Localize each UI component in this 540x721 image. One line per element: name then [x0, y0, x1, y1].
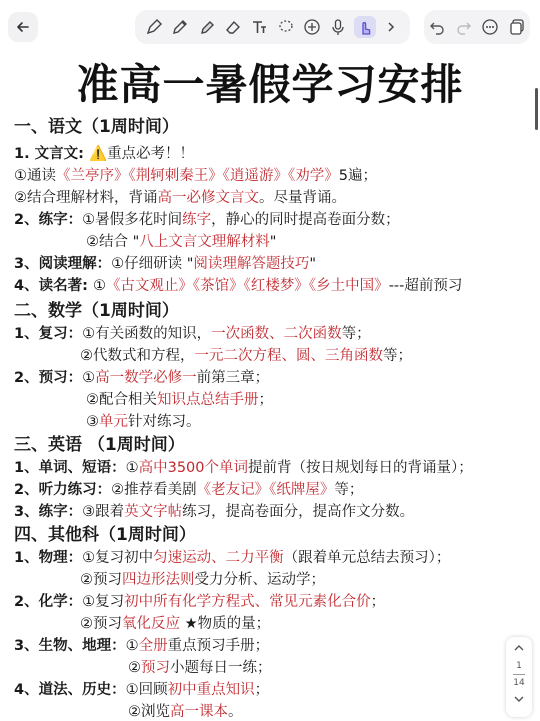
list-item [80, 612, 270, 633]
highlight-text: 高一必修文言文 [157, 190, 259, 206]
item-text: ； [258, 392, 273, 408]
list-item [14, 546, 450, 567]
hand-pointer-icon[interactable] [354, 16, 376, 38]
history-tools [424, 10, 530, 44]
chevron-down-icon[interactable] [506, 694, 532, 704]
top-toolbar [0, 0, 540, 54]
item-text: ②结合 " [86, 234, 140, 250]
highlight-text: 一次函数、二次函数 [211, 326, 342, 342]
list-item [14, 478, 363, 499]
list-item [14, 164, 377, 185]
pencil-icon[interactable] [169, 16, 191, 38]
page-current: 1 [516, 661, 522, 671]
back-button[interactable] [8, 12, 38, 42]
item-text: ②浏览 [128, 704, 170, 720]
item-text: ①有关函数的知识， [82, 326, 212, 342]
more-icon[interactable] [479, 16, 501, 38]
item-label: 1、物理： [14, 550, 83, 566]
undo-icon[interactable] [426, 16, 448, 38]
item-text: 5遍； [338, 168, 377, 184]
item-label: 1、复习： [14, 326, 83, 342]
item-label: 3、生物、地理： [14, 638, 126, 654]
list-item [14, 252, 316, 273]
list-item [14, 274, 462, 295]
section-english: 三、英语 （1周时间） [14, 435, 185, 455]
item-text: " [269, 234, 277, 250]
item-text: ① [92, 278, 106, 294]
list-item [86, 410, 201, 431]
item-text: ①暑假多花时间 [82, 212, 183, 228]
item-label: 2、听力练习： [14, 482, 112, 498]
list-item [14, 142, 194, 163]
item-text: ①通读 [14, 168, 56, 184]
highlight-text: 预习 [141, 660, 170, 676]
pen-icon[interactable] [143, 16, 165, 38]
copy-pages-icon[interactable] [506, 16, 528, 38]
highlight-text: 一元二次方程、圆、三角函数 [194, 348, 383, 364]
item-text: 练习，提高卷面分，提高作文分数。 [182, 504, 415, 520]
item-label: 3、阅读理解： [14, 256, 112, 272]
drawing-tools [135, 10, 410, 44]
item-label: 4、读名著: [14, 278, 93, 294]
item-text: " [309, 256, 317, 272]
item-text: 重点必考！！ [107, 146, 195, 162]
section-math: 二、数学（1周时间） [14, 301, 179, 321]
page-navigator [506, 637, 532, 717]
list-item [14, 500, 414, 521]
item-text: 等； [383, 348, 412, 364]
list-item [14, 186, 346, 207]
chevron-right-icon[interactable] [380, 16, 402, 38]
item-text: ★物质的量； [180, 616, 271, 632]
item-text: 针对练习。 [128, 414, 201, 430]
highlight-text: 《古文观止》《茶馆》《红楼梦》《乡土中国》 [105, 278, 389, 294]
item-text: 等； [341, 326, 371, 342]
item-text: ②代数式和方程， [80, 348, 195, 364]
list-item [14, 678, 269, 699]
list-item [128, 656, 272, 677]
highlight-text: 四边形法则 [122, 572, 195, 588]
item-text: （跟着单元总结去预习）； [283, 550, 451, 566]
lasso-icon[interactable] [275, 16, 297, 38]
item-text: ①复习初中 [82, 550, 154, 566]
highlight-text: 《老友记》《纸牌屋》 [196, 482, 335, 498]
item-text: 。尽量背诵。 [259, 190, 346, 206]
back-arrow-icon [16, 20, 30, 34]
list-item [80, 568, 325, 589]
list-item [14, 456, 473, 477]
add-icon[interactable] [301, 16, 323, 38]
text-tool-icon[interactable] [248, 16, 270, 38]
list-item [14, 208, 400, 229]
item-text: ①回顾 [125, 682, 168, 698]
list-item [86, 388, 273, 409]
highlight-text: 知识点总结手册 [157, 392, 259, 408]
item-text: ②结合理解材料，背诵 [14, 190, 158, 206]
item-text: 小题每日一练； [170, 660, 272, 676]
item-label: 1. 文言文: [14, 146, 89, 162]
item-text: ①复习 [82, 594, 125, 610]
item-text: ； [370, 594, 386, 610]
item-text: ②推荐看美剧 [111, 482, 197, 498]
item-text: 前第三章； [196, 370, 270, 386]
list-item [14, 322, 371, 343]
page-title: 准高一暑假学习安排 [76, 60, 464, 109]
list-item [14, 366, 269, 387]
page-divider [513, 674, 525, 675]
list-item [80, 344, 412, 365]
list-item [14, 634, 269, 655]
item-text: 提前背（按日规划每日的背诵量）； [248, 460, 473, 476]
redo-icon[interactable] [453, 16, 475, 38]
item-text: ③ [86, 414, 99, 430]
highlight-text: 氧化反应 [122, 616, 180, 632]
item-text: 等； [334, 482, 364, 498]
item-text: ① [125, 638, 139, 654]
list-item [86, 230, 276, 251]
item-label: 2、预习： [14, 370, 83, 386]
item-text: ②预习 [80, 616, 122, 632]
highlight-text: 《兰亭序》《荆轲刺秦王》《逍遥游》《劝学》 [56, 168, 339, 184]
section-chinese: 一、语文（1周时间） [14, 117, 179, 137]
page-total: 14 [513, 678, 525, 688]
highlight-text: 高一数学必修一 [95, 370, 197, 386]
item-label: 2、化学： [14, 594, 83, 610]
highlight-text: 初中重点知识 [167, 682, 255, 698]
list-item [14, 590, 385, 611]
item-text: ② [128, 660, 141, 676]
item-text: ① [125, 460, 139, 476]
eraser-icon[interactable] [222, 16, 244, 38]
item-label: 1、单词、短语： [14, 460, 126, 476]
item-text: ②预习 [80, 572, 122, 588]
item-text: ②配合相关 [86, 392, 157, 408]
highlight-text: 英文字帖 [124, 504, 183, 520]
item-text: ①仔细研读 " [111, 256, 194, 272]
item-text: ； [254, 682, 270, 698]
highlight-text: 初中所有化学方程式、常见元素化合价 [124, 594, 371, 610]
highlight-text: 高一课本 [170, 704, 228, 720]
highlight-text: 高中3500个单词 [138, 460, 248, 476]
microphone-icon[interactable] [327, 16, 349, 38]
item-label: 2、练字： [14, 212, 83, 228]
list-item [128, 700, 243, 721]
chevron-up-icon[interactable] [506, 637, 532, 653]
highlighter-icon[interactable] [196, 16, 218, 38]
item-text: ① [82, 370, 96, 386]
item-text: ③跟着 [82, 504, 125, 520]
highlight-text: 练字 [182, 212, 212, 228]
item-text: 重点预习手册； [167, 638, 270, 654]
highlight-text: 阅读理解答题技巧 [193, 256, 310, 272]
item-text: ---超前预习 [388, 278, 463, 294]
highlight-text: 全册 [138, 638, 168, 654]
highlight-text: 匀速运动、二力平衡 [153, 550, 284, 566]
item-text: 。 [228, 704, 243, 720]
item-label: 4、道法、历史： [14, 682, 126, 698]
item-text: 受力分析、运动学； [194, 572, 325, 588]
highlight-text: 单元 [99, 414, 128, 430]
highlight-text: 八上文言文理解材料 [139, 234, 270, 250]
item-text: ，静心的同时提高卷面分数； [211, 212, 400, 228]
section-others: 四、其他科（1周时间） [14, 525, 196, 545]
item-label: 3、练字： [14, 504, 83, 520]
warning-icon: ⚠️ [89, 146, 108, 162]
